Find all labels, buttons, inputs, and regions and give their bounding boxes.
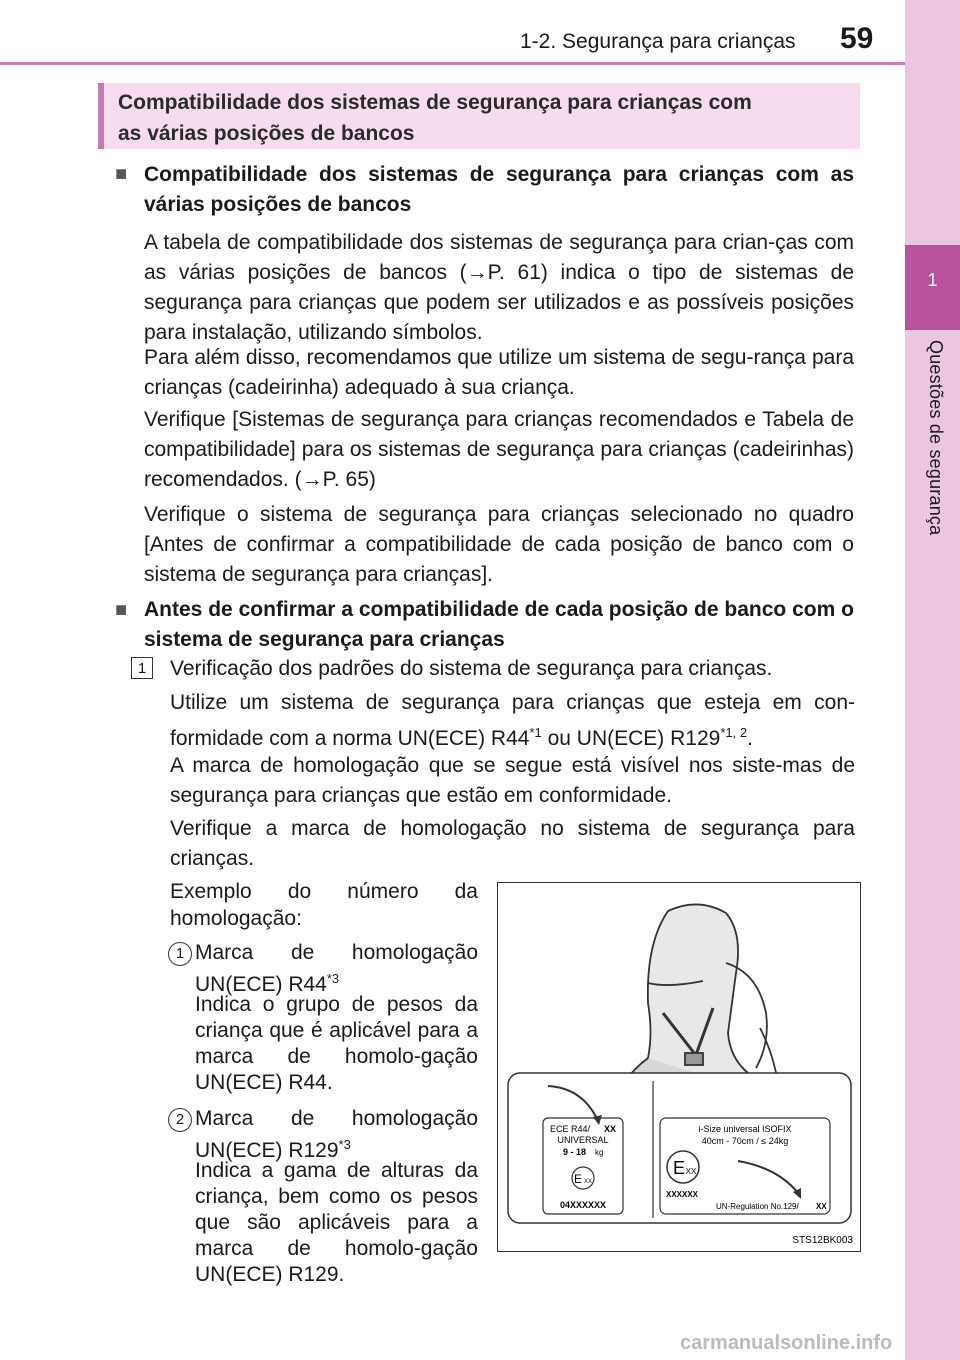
label-unreg: UN-Regulation No.129/ [716, 1202, 799, 1211]
page-number: 59 [840, 22, 874, 55]
chapter-side-tab [905, 0, 960, 1360]
item2-description: Indica a gama de alturas da criança, bem como os pesos que são aplicáveis para a marca de homolo-gação UN(ECE) R129. [195, 1159, 478, 1286]
section-heading-before-confirming: Antes de confirmar a compatibilidade de cada posição de banco com o sistema de segurança para crianças [144, 598, 854, 651]
header-rule [0, 62, 905, 65]
paragraph-verify-selected: Verifique o sistema de segurança para crianças selecionado no quadro [Antes de confirmar a compatibilidade de cada posição de banco com o sistema de segurança para crianças]. [144, 503, 854, 586]
label-e2-sub: XX [685, 1167, 697, 1176]
paragraph-use-standard: Utilize um sistema de segurança para crianças que esteja em con-formidade com a norma UN(ECE) R44$^{*1}$ ou UN(ECE) R129$^{*1, 2}$. [170, 691, 855, 750]
label-kg: kg [595, 1148, 604, 1157]
item1-number-circle: 1 [168, 942, 192, 966]
item1-title: Marca de homologação UN(ECE) R44$^{*3}$ [195, 941, 478, 996]
section-heading-compatibility: Compatibilidade dos sistemas de segurança para crianças com as várias posições de bancos [144, 163, 854, 216]
square-bullet-icon: ■ [115, 599, 128, 621]
example-label: Exemplo do número da homologação: [170, 880, 478, 930]
topic-title-line1: Compatibilidade dos sistemas de segurança para crianças com [118, 91, 752, 114]
step1-text: Verificação dos padrões do sistema de segurança para crianças. [170, 657, 773, 680]
watermark: carmanualsonline.info [680, 1332, 893, 1354]
topic-title-line2: as várias posições de bancos [118, 122, 415, 145]
chapter-label: Questões de segurança [926, 340, 946, 536]
item2-number-circle: 2 [168, 1108, 192, 1132]
label-isize: i-Size universal ISOFIX [698, 1124, 792, 1134]
label-universal: UNIVERSAL [557, 1135, 609, 1145]
label-ece: ECE R44/ [550, 1124, 591, 1134]
label-e1-sub: XX [583, 1179, 593, 1185]
square-bullet-icon: ■ [115, 163, 128, 185]
paragraph-check-mark: Verifique a marca de homologação no sistema de segurança para crianças. [170, 817, 855, 870]
label-code1: 04XXXXXX [559, 1200, 607, 1210]
label-xx1: XX [604, 1124, 617, 1134]
paragraph-verify-recommended: Verifique [Sistemas de segurança para crianças recomendados e Tabela de compatibilidade] para os sistemas de segurança para crianças (cadeirinhas) recomendados. (→P. 65) [144, 408, 854, 491]
paragraph-approval-mark: A marca de homologação que se segue está visível nos siste-mas de segurança para crianças que estão em conformidade. [170, 754, 855, 807]
label-weight: 9 - 18 [563, 1147, 587, 1157]
label-xx2: XX [816, 1202, 827, 1211]
child-seat-illustration [498, 883, 859, 1250]
item2-title: Marca de homologação UN(ECE) R129$^{*3}$ [195, 1107, 478, 1162]
step-number-box: 1 [131, 657, 153, 679]
label-range: 40cm - 70cm / ≤ 24kg [701, 1136, 789, 1146]
label-e1: E [573, 1172, 583, 1186]
approval-mark-figure [497, 882, 861, 1252]
label-code2: XXXXXX [666, 1190, 699, 1199]
paragraph-compatibility-table: A tabela de compatibilidade dos sistemas de segurança para crian-ças com as várias posições de bancos (→P. 61) indica o tipo de sistemas de segurança para crianças que podem ser utilizados e as possíveis posições para instalação, utilizando símbolos. [144, 231, 854, 344]
section-title: 1-2. Segurança para crianças [520, 30, 796, 53]
item1-description: Indica o grupo de pesos da criança que é aplicável para a marca de homolo-gação UN(ECE) R44. [195, 993, 478, 1094]
paragraph-recommendation: Para além disso, recomendamos que utilize um sistema de segu-rança para crianças (cadeirinha) adequado à sua criança. [144, 346, 854, 399]
chapter-number-tab: 1 [905, 245, 960, 330]
topic-title-box [98, 83, 860, 149]
figure-code: STS12BK003 [792, 1235, 853, 1246]
label-e2: E [672, 1158, 686, 1178]
